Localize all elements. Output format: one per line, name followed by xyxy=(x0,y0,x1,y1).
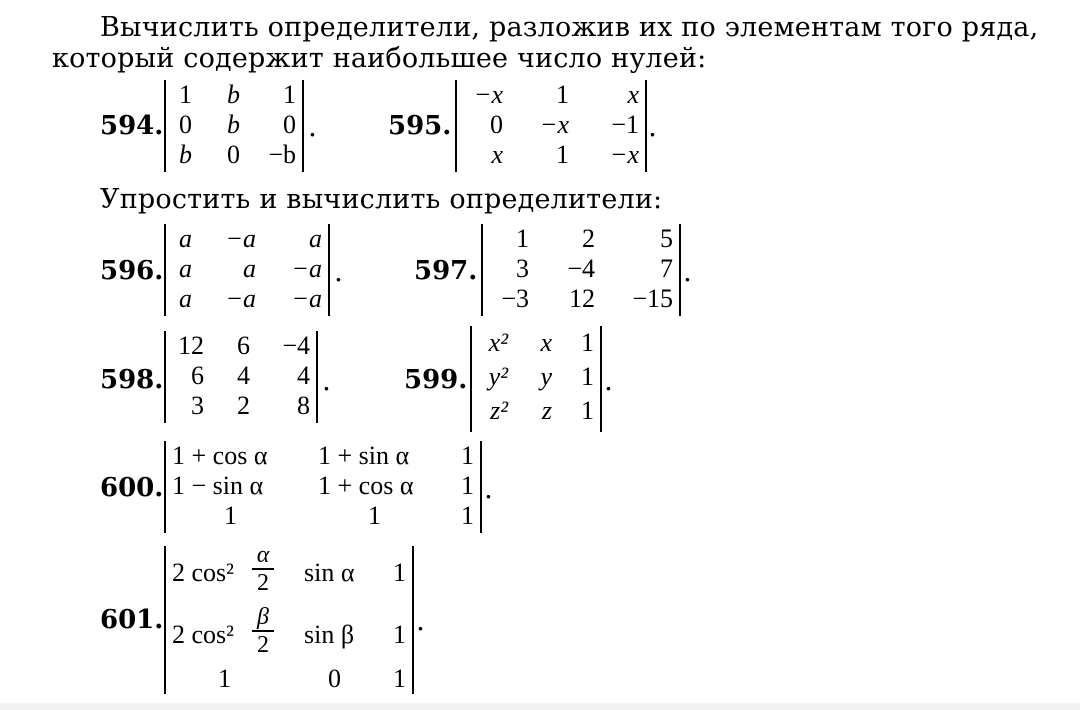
bottom-strip xyxy=(0,703,1080,710)
cell: −1 xyxy=(611,110,639,139)
cell: 0 xyxy=(283,110,296,139)
cell: 7 xyxy=(660,254,673,283)
determinant-597 xyxy=(481,224,681,316)
cell: z xyxy=(541,396,552,425)
cell: 1 + sin α xyxy=(318,441,410,470)
cell: 3 xyxy=(516,254,529,283)
period: . xyxy=(334,255,343,288)
cell: 1 − sin α xyxy=(172,471,264,500)
cell: −b xyxy=(268,140,296,169)
determinant-599 xyxy=(470,326,602,432)
cell: 6 xyxy=(191,361,204,390)
determinant-596 xyxy=(164,224,330,316)
cell: x xyxy=(491,140,503,169)
problem-594-label: 594. xyxy=(100,111,164,141)
fraction-alpha-over-2 xyxy=(252,542,274,596)
cell: 1 xyxy=(393,620,406,649)
cell: a xyxy=(179,254,192,283)
denominator: 2 xyxy=(257,570,269,596)
cell: 1 xyxy=(179,80,192,109)
cell: −x xyxy=(539,110,569,139)
cell: 1 xyxy=(461,441,474,470)
numerator: β xyxy=(257,604,269,630)
cell: 3 xyxy=(191,391,204,420)
cell: −x xyxy=(609,140,639,169)
determinant-598 xyxy=(164,331,318,423)
cell: a xyxy=(179,224,192,253)
cell: 1 xyxy=(283,80,296,109)
numerator: α xyxy=(256,542,270,568)
cell: 5 xyxy=(660,224,673,253)
determinant-594 xyxy=(164,80,304,172)
cell: 0 xyxy=(227,140,240,169)
cell: 1 xyxy=(224,501,237,530)
cell: −x xyxy=(473,80,503,109)
period: . xyxy=(308,110,317,143)
cell: 1 xyxy=(461,471,474,500)
heading-line-1: Вычислить определители, разложив их по элементам того ряда, xyxy=(100,12,1039,43)
period: . xyxy=(604,364,613,397)
cell: y² xyxy=(488,362,508,391)
cell: x xyxy=(627,80,639,109)
period: . xyxy=(484,472,493,505)
period: . xyxy=(416,604,425,637)
problem-600-label: 600. xyxy=(100,473,164,503)
cell: 1 xyxy=(393,558,406,587)
cell: 0 xyxy=(490,110,503,139)
cell: sin α xyxy=(304,558,355,587)
cell: a xyxy=(179,284,192,313)
cell: 2 cos² xyxy=(172,620,234,649)
cell: 2 xyxy=(237,391,250,420)
cell: −4 xyxy=(567,254,595,283)
cell: 2 cos² xyxy=(172,558,234,587)
cell: b xyxy=(227,80,240,109)
cell: −a xyxy=(225,224,256,253)
cell: 2 xyxy=(582,224,595,253)
cell: 1 xyxy=(581,396,594,425)
cell: 1 xyxy=(368,501,381,530)
cell: y xyxy=(540,362,552,391)
cell: 1 + cos α xyxy=(172,441,268,470)
cell: sin β xyxy=(304,620,355,649)
cell: 1 xyxy=(516,224,529,253)
period: . xyxy=(322,364,331,397)
subheading: Упростить и вычислить определители: xyxy=(100,184,663,215)
problem-597-label: 597. xyxy=(414,256,478,286)
cell: a xyxy=(309,224,322,253)
determinant-601 xyxy=(164,542,414,694)
heading-line-2: который содержит наибольшее число нулей: xyxy=(52,43,707,74)
cell: 4 xyxy=(297,361,310,390)
problem-595-label: 595. xyxy=(388,111,452,141)
period: . xyxy=(648,110,657,143)
cell: a xyxy=(243,254,256,283)
cell: −a xyxy=(225,284,256,313)
cell: 12 xyxy=(178,331,204,360)
cell: 12 xyxy=(569,284,595,313)
fraction-beta-over-2 xyxy=(252,604,274,658)
cell: 6 xyxy=(237,331,250,360)
cell: b xyxy=(227,110,240,139)
cell: 0 xyxy=(179,110,192,139)
problem-598-label: 598. xyxy=(100,365,164,395)
determinant-595 xyxy=(455,80,647,172)
cell: 4 xyxy=(237,361,250,390)
cell: 1 xyxy=(218,664,231,693)
cell: x² xyxy=(488,328,508,357)
denominator: 2 xyxy=(257,632,269,658)
cell: 1 xyxy=(556,140,569,169)
cell: 1 xyxy=(461,501,474,530)
cell: x xyxy=(540,328,552,357)
period: . xyxy=(683,255,692,288)
cell: −15 xyxy=(632,284,673,313)
cell: 0 xyxy=(328,664,341,693)
cell: 1 xyxy=(393,664,406,693)
cell: 1 xyxy=(581,328,594,357)
cell: −a xyxy=(291,284,322,313)
cell: −a xyxy=(291,254,322,283)
cell: −4 xyxy=(282,331,310,360)
problem-599-label: 599. xyxy=(404,365,468,395)
cell: b xyxy=(179,140,192,169)
cell: 1 xyxy=(581,362,594,391)
cell: −3 xyxy=(501,284,529,313)
cell: 8 xyxy=(297,391,310,420)
problem-601-label: 601. xyxy=(100,605,164,635)
problem-596-label: 596. xyxy=(100,256,164,286)
cell: 1 xyxy=(556,80,569,109)
cell: z² xyxy=(490,396,508,425)
cell: 1 + cos α xyxy=(318,471,414,500)
determinant-600 xyxy=(164,441,482,533)
